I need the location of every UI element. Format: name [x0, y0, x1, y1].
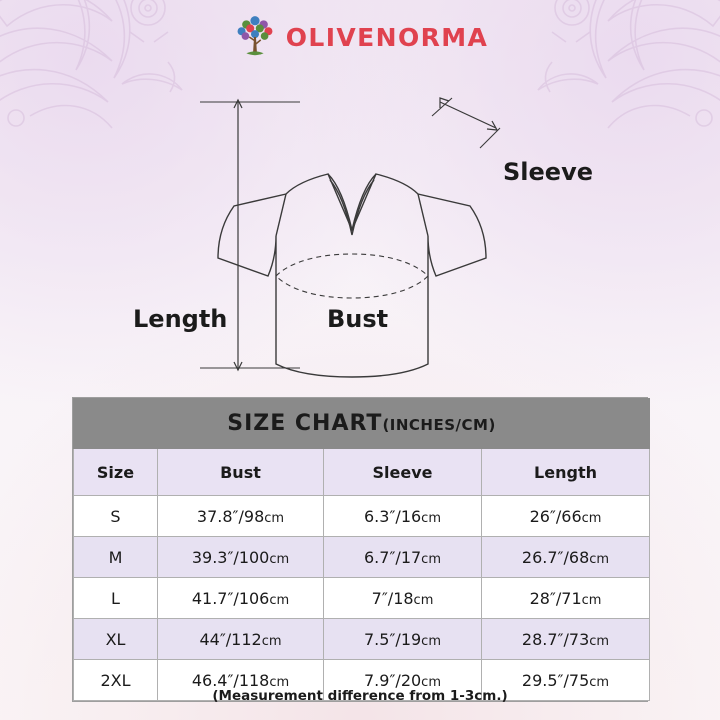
label-length: Length — [133, 305, 228, 333]
cell-bust-value: 39.3″/100 — [191, 547, 270, 567]
garment-diagram — [0, 72, 720, 397]
size-chart-table — [72, 397, 648, 702]
cell-length-unit: cm — [581, 592, 602, 608]
cell-sleeve-value: 7″/18 — [371, 588, 414, 608]
cell-size: L — [74, 578, 158, 619]
cell-length-value: 26″/66 — [529, 506, 582, 526]
cell-bust-value: 37.8″/98 — [196, 506, 265, 526]
cell-size: 2XL — [74, 660, 158, 701]
cell-length-value: 28″/71 — [529, 588, 582, 608]
cell-sleeve-unit: cm — [421, 633, 441, 649]
column-header-size: Size — [74, 449, 158, 496]
cell-length-unit: cm — [589, 674, 610, 690]
table-row — [74, 537, 650, 578]
cell-sleeve — [324, 496, 482, 537]
cell-length-unit: cm — [589, 551, 610, 567]
cell-sleeve-value: 7.9″/20 — [364, 670, 422, 690]
cell-bust-unit: cm — [269, 674, 290, 690]
cell-length-unit: cm — [581, 510, 602, 526]
table-row — [74, 619, 650, 660]
cell-length-value: 28.7″/73 — [521, 629, 590, 649]
brand-name: OLIVENORMA — [285, 22, 489, 52]
cell-length — [482, 578, 650, 619]
cell-sleeve-value: 7.5″/19 — [364, 629, 422, 649]
cell-length — [482, 619, 650, 660]
cell-length-value: 26.7″/68 — [521, 547, 590, 567]
cell-size: M — [74, 537, 158, 578]
table-title-unit: (INCHES/CM) — [382, 416, 496, 434]
cell-bust — [158, 537, 324, 578]
cell-size: S — [74, 496, 158, 537]
cell-bust-value: 41.7″/106 — [191, 588, 270, 608]
table-row — [74, 496, 650, 537]
column-header-sleeve: Sleeve — [324, 449, 482, 496]
column-header-bust: Bust — [158, 449, 324, 496]
cell-sleeve-value: 6.7″/17 — [364, 547, 422, 567]
table-row — [74, 578, 650, 619]
cell-bust-unit: cm — [264, 510, 285, 526]
cell-length — [482, 496, 650, 537]
tree-of-life-icon — [232, 14, 278, 60]
cell-bust-unit: cm — [261, 633, 282, 649]
cell-bust — [158, 496, 324, 537]
cell-length — [482, 537, 650, 578]
table-header-row — [74, 449, 650, 496]
cell-length-unit: cm — [589, 633, 610, 649]
cell-sleeve-unit: cm — [421, 674, 441, 690]
cell-size: XL — [74, 619, 158, 660]
cell-sleeve — [324, 578, 482, 619]
cell-sleeve-unit: cm — [421, 510, 441, 526]
cell-sleeve — [324, 619, 482, 660]
cell-bust-unit: cm — [269, 551, 290, 567]
label-sleeve: Sleeve — [503, 158, 593, 186]
table-title-text: SIZE CHART — [227, 411, 383, 436]
table-title — [74, 399, 650, 449]
cell-sleeve-unit: cm — [421, 551, 441, 567]
brand-logo — [0, 14, 720, 60]
cell-sleeve — [324, 537, 482, 578]
cell-bust-value: 44″/112 — [199, 629, 262, 649]
cell-sleeve-value: 6.3″/16 — [364, 506, 422, 526]
table-title-row — [74, 399, 650, 449]
cell-bust-value: 46.4″/118 — [191, 670, 270, 690]
cell-sleeve-unit: cm — [413, 592, 434, 608]
cell-bust — [158, 578, 324, 619]
label-bust: Bust — [327, 305, 389, 333]
cell-bust — [158, 619, 324, 660]
column-header-length: Length — [482, 449, 650, 496]
cell-bust-unit: cm — [269, 592, 290, 608]
cell-length-value: 29.5″/75 — [521, 670, 590, 690]
measurement-note: (Measurement difference from 1-3cm.) — [212, 688, 508, 704]
